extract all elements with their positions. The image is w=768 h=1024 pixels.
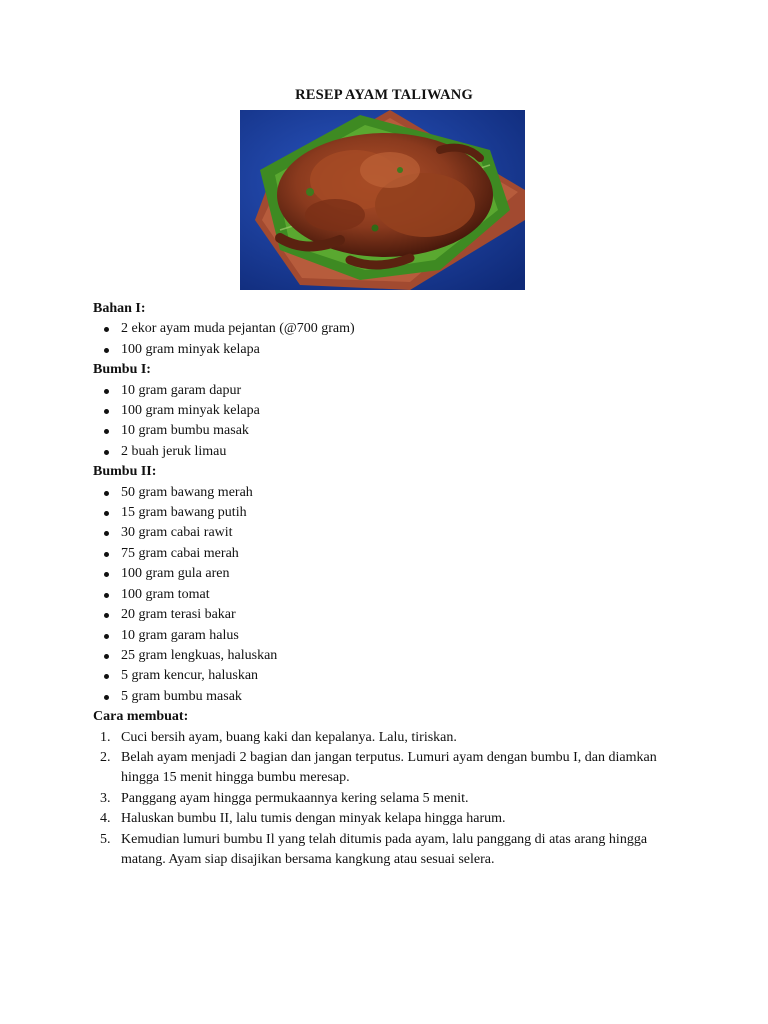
list-item: 5 gram bumbu masak — [93, 687, 693, 707]
step-number: 3. — [100, 790, 111, 806]
recipe-content — [93, 299, 693, 870]
grilled-chicken-photo — [240, 110, 525, 290]
section-heading-bahan-1: Bahan I: — [93, 301, 146, 316]
section-heading-bumbu-2: Bumbu II: — [93, 464, 157, 480]
list-item: 25 gram lengkuas, haluskan — [93, 646, 693, 666]
step-number: 1. — [100, 729, 111, 745]
step-text: Cuci bersih ayam, buang kaki dan kepalanya. Lalu, tiriskan. — [121, 729, 457, 745]
list-item: 75 gram cabai merah — [93, 544, 693, 564]
list-item: 100 gram gula aren — [93, 564, 693, 584]
list-item: 100 gram minyak kelapa — [93, 401, 693, 421]
list-item: 50 gram bawang merah — [93, 483, 693, 503]
list-item: 10 gram garam halus — [93, 626, 693, 646]
step-text: Belah ayam menjadi 2 bagian dan jangan terputus. Lumuri ayam dengan bumbu I, dan diamkan hingga 15 menit hingga bumbu meresap. — [121, 749, 657, 786]
list-item: 15 gram bawang putih — [93, 503, 693, 523]
list-item: 2 buah jeruk limau — [93, 442, 693, 462]
step-item — [93, 748, 693, 789]
list-item: 100 gram tomat — [93, 585, 693, 605]
cara-membuat-steps — [93, 728, 693, 871]
step-number: 5. — [100, 831, 111, 847]
bahan-1-list — [93, 319, 693, 360]
list-item: 2 ekor ayam muda pejantan (@700 gram) — [93, 319, 693, 339]
step-item — [93, 830, 693, 871]
list-item: 20 gram terasi bakar — [93, 605, 693, 625]
step-text: Kemudian lumuri bumbu Il yang telah ditumis pada ayam, lalu panggang di atas arang hingga matang. Ayam siap disajikan bersama kangkung atau sesuai selera. — [121, 831, 648, 867]
bumbu-2-list — [93, 483, 693, 707]
bumbu-1-list — [93, 381, 693, 463]
step-item — [93, 809, 693, 829]
list-item: 100 gram minyak kelapa — [93, 340, 693, 360]
section-heading-bumbu-1: Bumbu I: — [93, 362, 151, 378]
list-item: 10 gram garam dapur — [93, 381, 693, 401]
list-item: 30 gram cabai rawit — [93, 523, 693, 543]
list-item: 10 gram bumbu masak — [93, 421, 693, 441]
step-number: 4. — [100, 811, 111, 827]
grilled-chicken-illustration — [240, 110, 525, 290]
step-item — [93, 728, 693, 748]
recipe-title: RESEP AYAM TALIWANG — [295, 87, 473, 103]
step-number: 2. — [100, 749, 111, 765]
step-item — [93, 789, 693, 809]
section-heading-cara-membuat: Cara membuat: — [93, 709, 189, 725]
step-text: Haluskan bumbu II, lalu tumis dengan minyak kelapa hingga harum. — [121, 811, 506, 827]
list-item: 5 gram kencur, haluskan — [93, 666, 693, 686]
step-text: Panggang ayam hingga permukaannya kering selama 5 menit. — [121, 790, 469, 806]
